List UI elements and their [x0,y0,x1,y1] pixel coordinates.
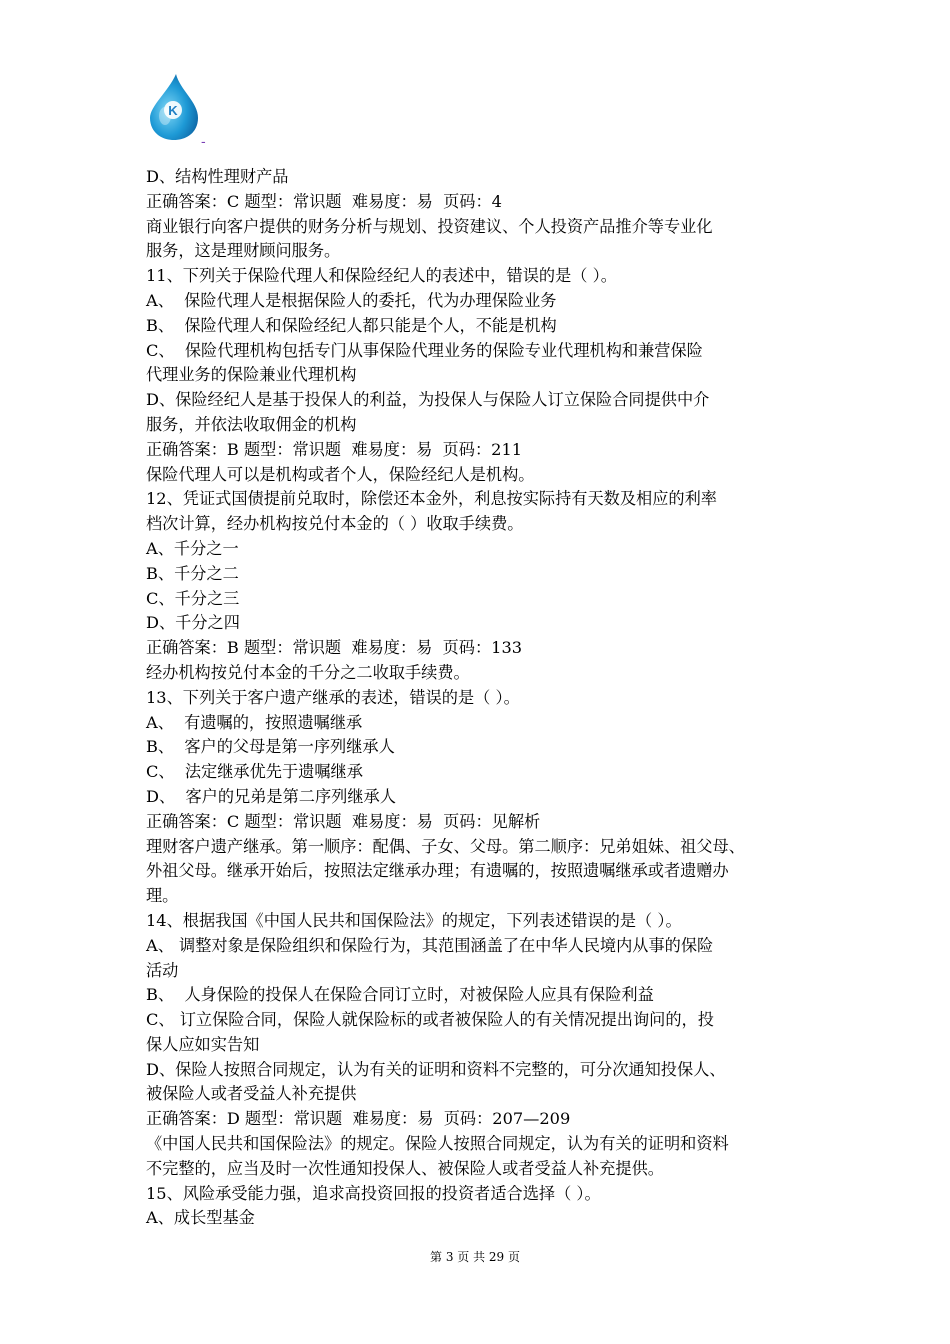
text-line: D、保险人按照合同规定，认为有关的证明和资料不完整的，可分次通知投保人、 [146,1059,726,1079]
text-line: 代理业务的保险兼业代理机构 [146,365,357,385]
text-line: 理财客户遗产继承。第一顺序：配偶、子女、父母。第二顺序：兄弟姐妹、祖父母、 [146,836,745,856]
text-line: 正确答案：C 题型：常识题 难易度：易 页码：见解析 [146,811,541,831]
text-line: D、保险经纪人是基于投保人的利益，为投保人与保险人订立保险合同提供中介 [146,390,710,410]
logo-letter: K [168,103,178,118]
text-line: A、 保险代理人是根据保险人的委托，代为办理保险业务 [146,290,557,310]
text-line: 不完整的，应当及时一次性通知投保人、被保险人或者受益人补充提供。 [146,1158,664,1178]
text-line: A、 有遗嘱的，按照遗嘱继承 [146,712,363,732]
text-line: 正确答案：B 题型：常识题 难易度：易 页码：133 [146,638,523,658]
text-line: 商业银行向客户提供的财务分析与规划、投资建议、个人投资产品推介等专业化 [146,216,713,236]
text-line: C、千分之三 [146,588,240,608]
text-line: D、结构性理财产品 [146,167,289,186]
text-line: B、 人身保险的投保人在保险合同订立时，对被保险人应具有保险利益 [146,985,654,1005]
text-line: D、千分之四 [146,613,240,633]
text-line: 外祖父母。继承开始后，按照法定继承办理；有遗嘱的，按照遗嘱继承或者遗赠办 [146,861,729,881]
text-line: 保人应如实告知 [146,1034,260,1054]
text-line: A、 调整对象是保险组织和保险行为，其范围涵盖了在中华人民境内从事的保险 [146,935,714,955]
text-line: B、千分之二 [146,563,239,583]
text-line: 正确答案：B 题型：常识题 难易度：易 页码：211 [146,439,523,459]
text-line: A、千分之一 [146,538,239,558]
text-line: 被保险人或者受益人补充提供 [146,1084,357,1104]
text-line: 12、凭证式国债提前兑取时，除偿还本金外，利息按实际持有天数及相应的利率 [146,489,717,509]
logo-dash: - [201,133,206,149]
text-line: 11、下列关于保险代理人和保险经纪人的表述中，错误的是（ ）。 [146,266,617,286]
text-line: A、成长型基金 [146,1208,255,1228]
text-line: D、 客户的兄弟是第二序列继承人 [146,786,396,806]
text-line: 档次计算，经办机构按兑付本金的（ ）收取手续费。 [146,514,524,534]
text-line: C、 法定继承优先于遗嘱继承 [146,762,363,782]
text-line: 经办机构按兑付本金的千分之二收取手续费。 [146,662,470,682]
text-line: B、 保险代理人和保险经纪人都只能是个人，不能是机构 [146,315,557,335]
text-line: 《中国人民共和国保险法》的规定。保险人按照合同规定，认为有关的证明和资料 [146,1134,729,1154]
text-line: 服务，这是理财顾问服务。 [146,241,341,261]
text-line: B、 客户的父母是第一序列继承人 [146,737,395,757]
page-footer: 第 3 页 共 29 页 [430,1250,520,1264]
text-line: 正确答案：C 题型：常识题 难易度：易 页码：4 [146,191,502,211]
text-line: C、 订立保险合同，保险人就保险标的或者被保险人的有关情况提出询问的，投 [146,1010,714,1030]
document-body [146,165,808,1231]
text-line: 活动 [146,960,179,980]
text-line: 13、下列关于客户遗产继承的表述，错误的是（ ）。 [146,687,520,707]
text-line: 14、根据我国《中国人民共和国保险法》的规定，下列表述错误的是（ ）。 [146,910,682,930]
text-line: 正确答案：D 题型：常识题 难易度：易 页码：207—209 [146,1109,571,1129]
text-line: 服务，并依法收取佣金的机构 [146,414,357,434]
text-line: 保险代理人可以是机构或者个人，保险经纪人是机构。 [146,464,535,484]
k-drop-logo-icon [146,72,202,142]
text-line: 理。 [146,886,179,906]
text-line: 15、风险承受能力强，追求高投资回报的投资者适合选择（ ）。 [146,1183,601,1203]
text-line: C、 保险代理机构包括专门从事保险代理业务的保险专业代理机构和兼营保险 [146,340,703,360]
